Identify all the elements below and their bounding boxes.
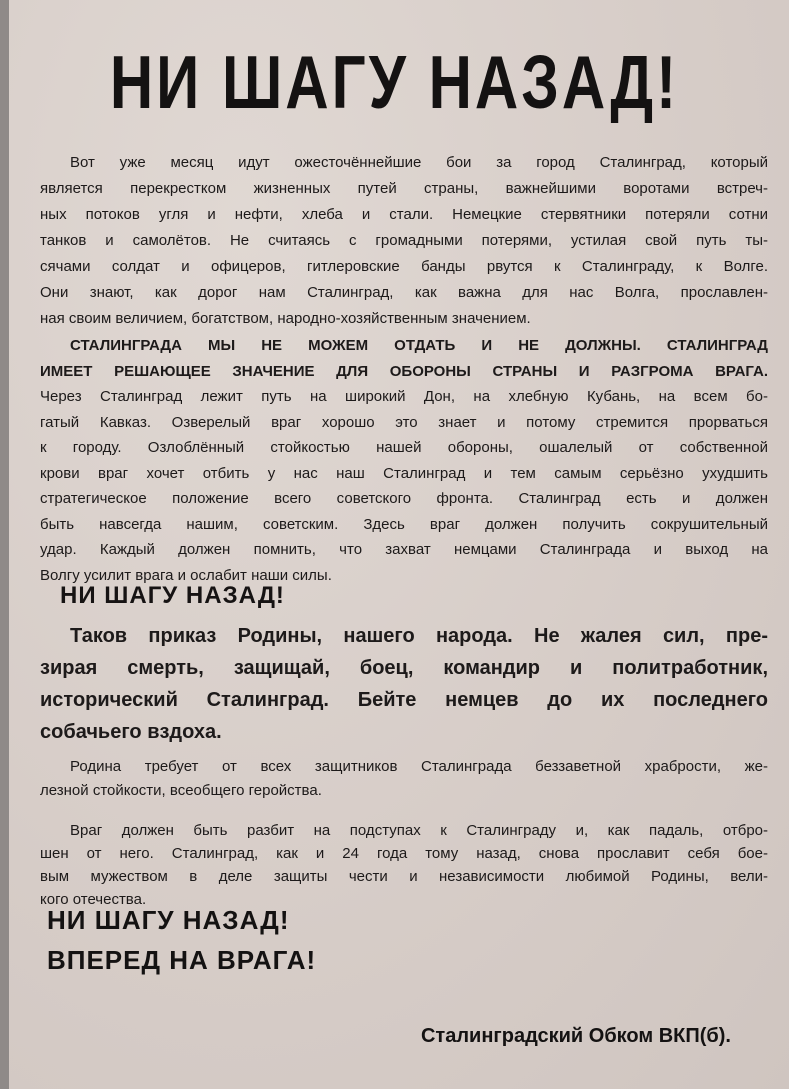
text-line: собачьего вздоха. bbox=[40, 721, 222, 743]
text-line: крови враг хочет отбить у нас наш Сталинград и тем самым серьёзно ухудшить bbox=[40, 464, 768, 482]
text-line: Через Сталинград лежит путь на широкий Дон, на хлебную Кубань, на всем бо- bbox=[40, 388, 768, 405]
text-line: ИМЕЕТ РЕШАЮЩЕЕ ЗНАЧЕНИЕ ДЛЯ ОБОРОНЫ СТРАНЫ И РАЗГРОМА ВРАГА. bbox=[40, 362, 768, 380]
text-line: является перекрестком жизненных путей страны, важнейшими воротами встреч- bbox=[40, 180, 768, 197]
text-line: сячами солдат и офицеров, гитлеровские банды рвутся к Сталинграду, к Волге. bbox=[40, 258, 768, 275]
subheading: НИ ШАГУ НАЗАД! bbox=[60, 582, 285, 609]
text-line: стратегическое положение всего советского фронта. Сталинград есть и должен bbox=[40, 490, 768, 507]
text-line: Родина требует от всех защитников Сталинграда беззаветной храбрости, же- bbox=[70, 758, 768, 775]
paragraph-3 bbox=[40, 620, 768, 748]
text-line: зирая смерть, защищай, боец, командир и политработник, bbox=[40, 657, 768, 679]
paragraph-5 bbox=[40, 819, 768, 911]
text-line: Враг должен быть разбит на подступах к Сталинграду и, как падаль, отбро- bbox=[70, 822, 768, 839]
text-line: исторический Сталинград. Бейте немцев до их последнего bbox=[40, 689, 768, 711]
text-line: гатый Кавказ. Озверелый враг хорошо это знает и потому стремится прорваться bbox=[40, 413, 768, 431]
text-line: Волгу усилит врага и ослабит наши силы. bbox=[40, 566, 332, 584]
paragraph-4 bbox=[40, 755, 768, 803]
text-line: к городу. Озлоблённый стойкостью нашей обороны, ошалелый от собственной bbox=[40, 439, 768, 456]
text-line: Вот уже месяц идут ожесточённейшие бои за город Сталинград, который bbox=[70, 154, 768, 171]
paragraph-2 bbox=[40, 333, 768, 588]
text-line: ных потоков угля и нефти, хлеба и стали. Немецкие стервятники потеряли сотни bbox=[40, 206, 768, 223]
text-line: кого отечества. bbox=[40, 891, 147, 908]
leaflet-title: НИ ШАГУ НАЗАД! bbox=[109, 40, 680, 125]
closing-slogan-1: НИ ШАГУ НАЗАД! bbox=[47, 905, 290, 935]
closing-slogan-2: ВПЕРЕД НА ВРАГА! bbox=[47, 945, 317, 975]
text-line: быть навсегда нашим, советским. Здесь враг должен получить сокрушительный bbox=[40, 515, 768, 533]
text-line: удар. Каждый должен помнить, что захват немцами Сталинграда и выход на bbox=[40, 541, 768, 558]
text-line: вым мужеством в деле защиты чести и независимости любимой Родины, вели- bbox=[40, 868, 768, 885]
text-line: ная своим величием, богатством, народно-хозяйственным значением. bbox=[40, 310, 531, 327]
text-line: Они знают, как дорог нам Сталинград, как важна для нас Волга, прославлен- bbox=[40, 284, 768, 301]
text-line: шен от него. Сталинград, как и 24 года тому назад, снова прославит себя бое- bbox=[40, 845, 768, 862]
text-line: лезной стойкости, всеобщего геройства. bbox=[40, 782, 322, 799]
paragraph-1 bbox=[40, 150, 768, 332]
text-line: танков и самолётов. Не считаясь с громадными потерями, устилая свой путь ты- bbox=[40, 232, 768, 249]
text-line: СТАЛИНГРАДА МЫ НЕ МОЖЕМ ОТДАТЬ И НЕ ДОЛЖНЫ. СТАЛИНГРАД bbox=[70, 337, 768, 354]
text-line: Таков приказ Родины, нашего народа. Не жалея сил, пре- bbox=[70, 625, 768, 647]
signature: Сталинградский Обком ВКП(б). bbox=[420, 1025, 731, 1047]
